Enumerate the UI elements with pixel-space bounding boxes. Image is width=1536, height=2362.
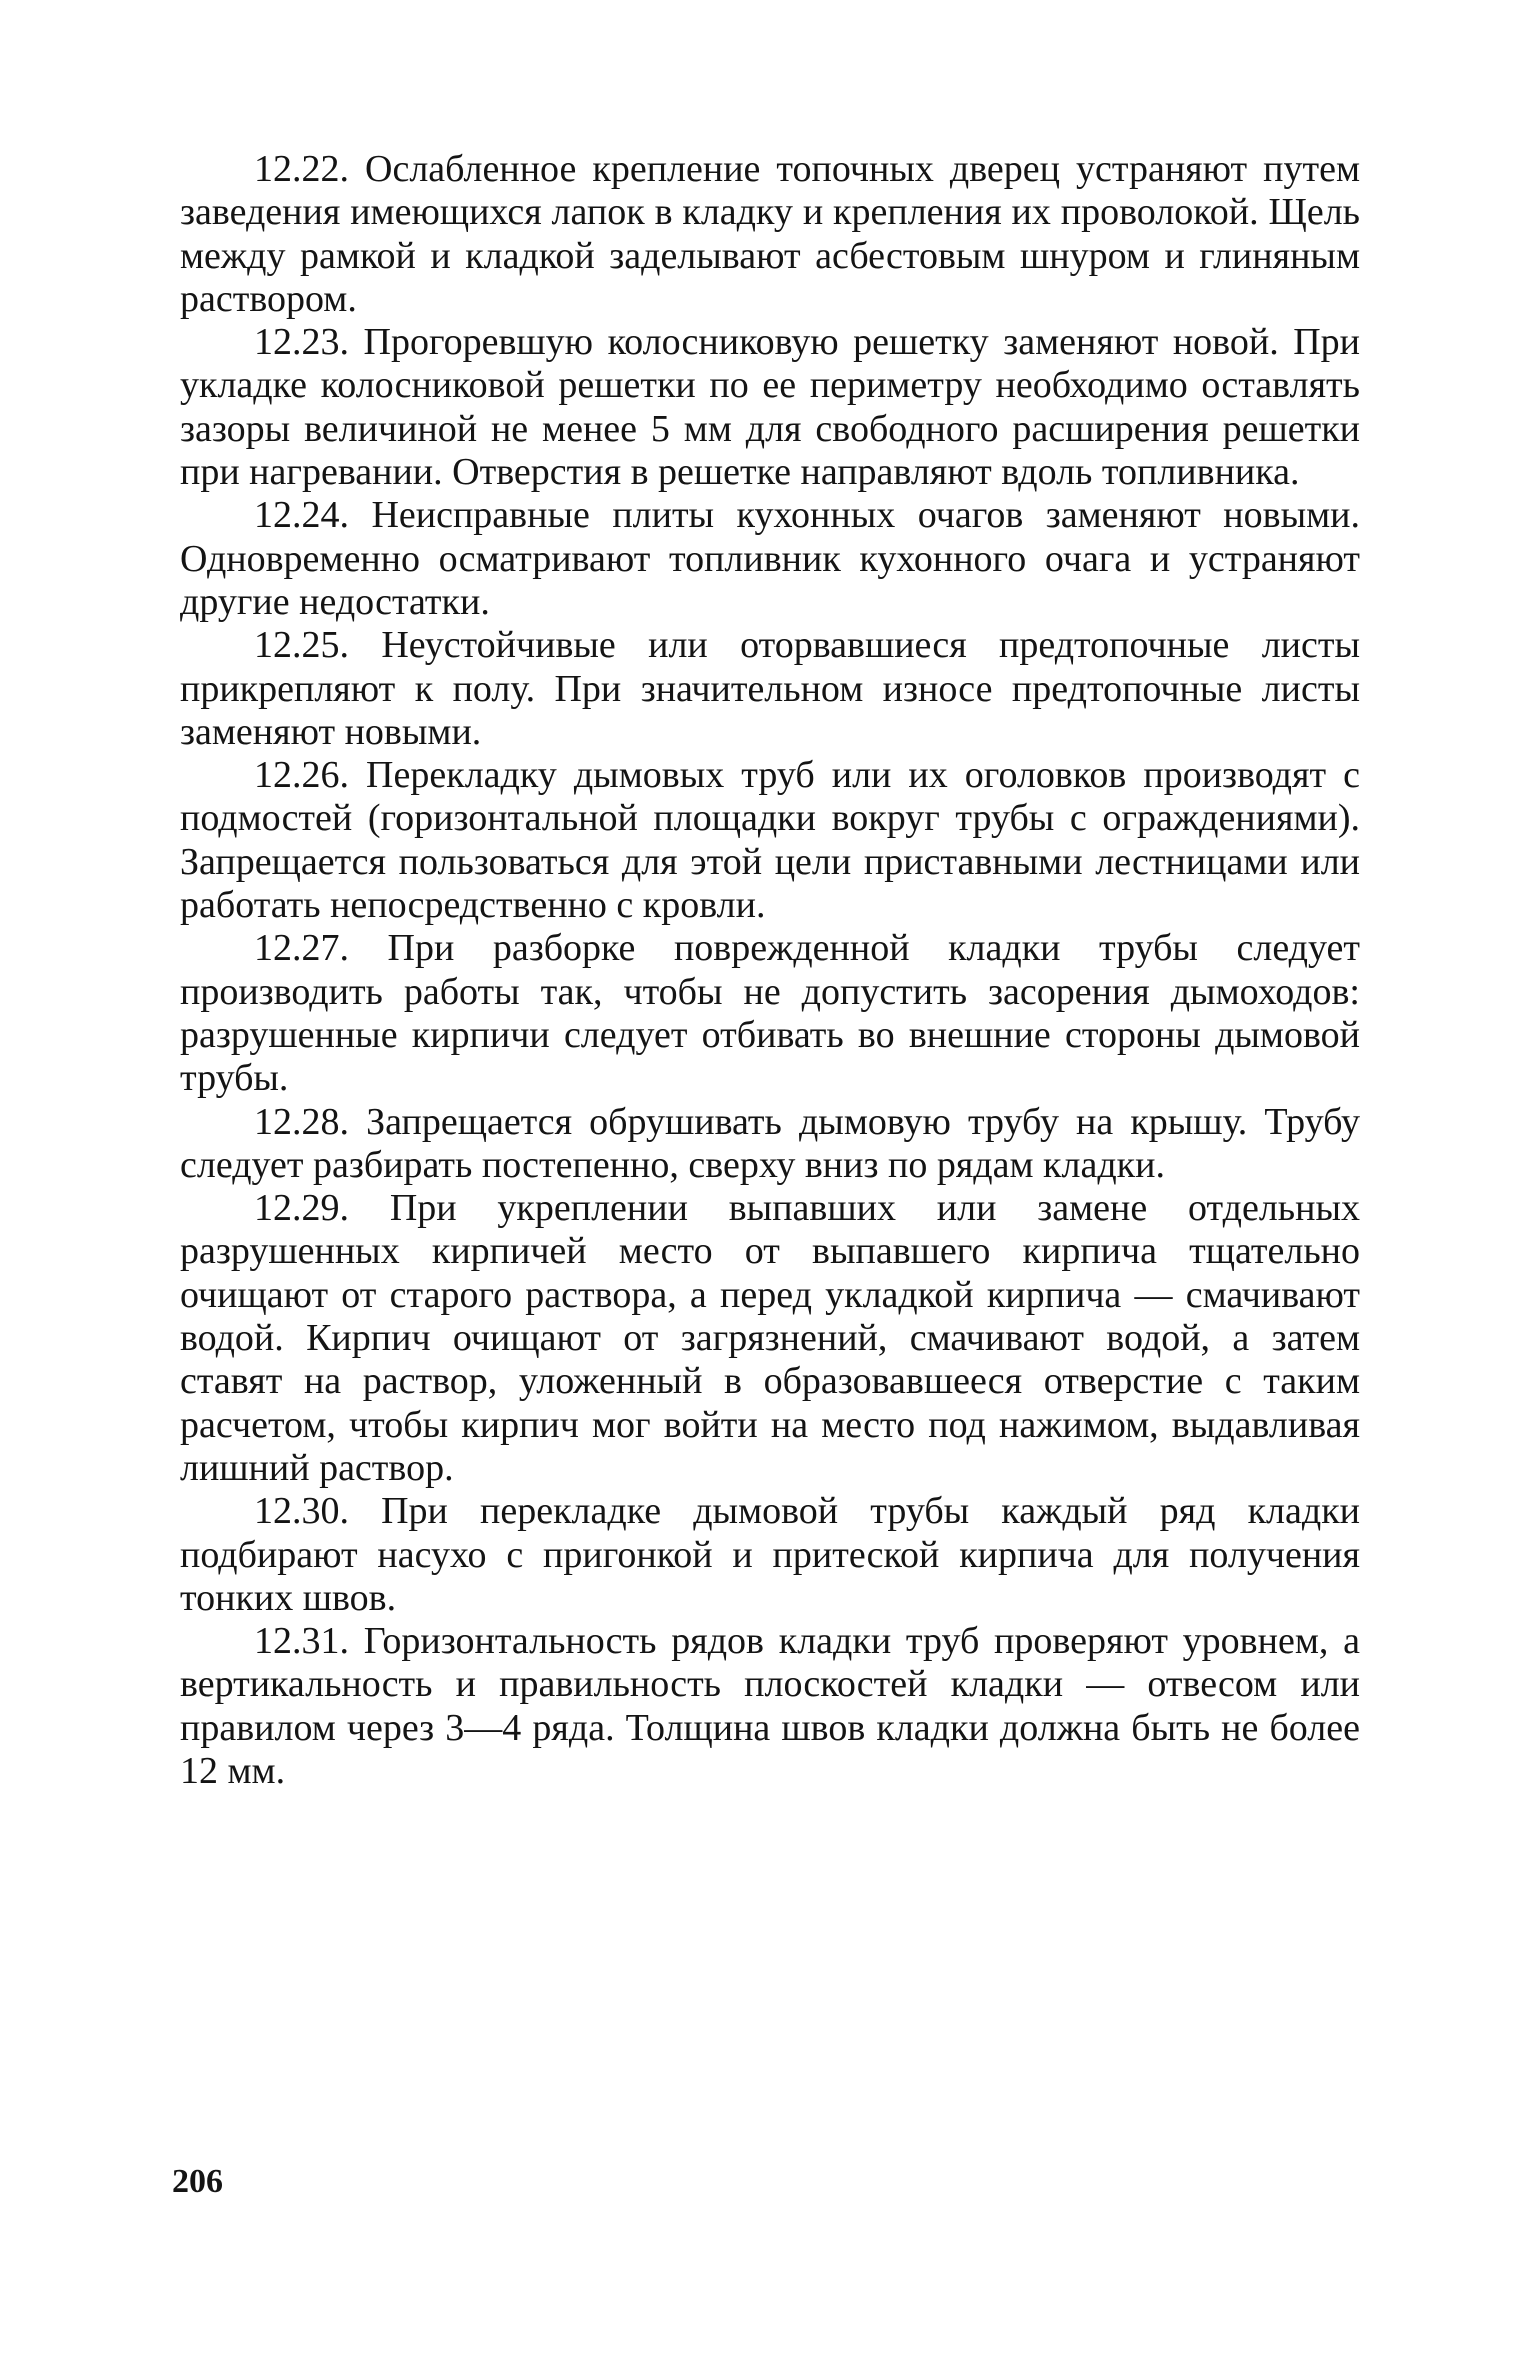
paragraph-12-26: 12.26. Перекладку дымовых труб или их оголовков производят с подмостей (горизонтальной площадки вокруг трубы с ограждениями). Запрещается пользоваться для этой цели приставными лестницами или работать непосредственно с кровли.	[180, 754, 1360, 927]
paragraph-12-29: 12.29. При укреплении выпавших или замене отдельных разрушенных кирпичей место от выпавшего кирпича тщательно очищают от старого раствора, а перед укладкой кирпича — смачивают водой. Кирпич очищают от загрязнений, смачивают водой, а затем ставят на раствор, уложенный в образовавшееся отверстие с таким расчетом, чтобы кирпич мог войти на место под нажимом, выдавливая лишний раствор.	[180, 1187, 1360, 1489]
body-text	[180, 148, 1360, 1793]
paragraph-12-28: 12.28. Запрещается обрушивать дымовую трубу на крышу. Трубу следует разбирать постепенно, сверху вниз по рядам кладки.	[180, 1100, 1360, 1186]
paragraph-12-23: 12.23. Прогоревшую колосниковую решетку заменяют новой. При укладке колосниковой решетки по ее периметру необходимо оставлять зазоры величиной не менее 5 мм для свободного расширения решетки при нагревании. Отверстия в решетке направляют вдоль топливника.	[180, 321, 1360, 494]
paragraph-12-22: 12.22. Ослабленное крепление топочных дверец устраняют путем заведения имеющихся лапок в кладку и крепления их проволокой. Щель между рамкой и кладкой заделывают асбестовым шнуром и глиняным раствором.	[180, 148, 1360, 320]
paragraph-12-27: 12.27. При разборке поврежденной кладки трубы следует производить работы так, чтобы не допустить засорения дымоходов: разрушенные кирпичи следует отбивать во внешние стороны дымовой трубы.	[180, 927, 1360, 1100]
paragraph-12-25: 12.25. Неустойчивые или оторвавшиеся предтопочные листы прикрепляют к полу. При значительном износе предтопочные листы заменяют новыми.	[180, 624, 1360, 753]
paragraph-12-31: 12.31. Горизонтальность рядов кладки труб проверяют уровнем, а вертикальность и правильность плоскостей кладки — отвесом или правилом через 3—4 ряда. Толщина швов кладки должна быть не более 12 мм.	[180, 1620, 1360, 1792]
paragraph-12-24: 12.24. Неисправные плиты кухонных очагов заменяют новыми. Одновременно осматривают топливник кухонного очага и устраняют другие недостатки.	[180, 494, 1360, 623]
page-number: 206	[172, 2163, 223, 2200]
paragraph-12-30: 12.30. При перекладке дымовой трубы каждый ряд кладки подбирают насухо с пригонкой и притеской кирпича для получения тонких швов.	[180, 1490, 1360, 1619]
